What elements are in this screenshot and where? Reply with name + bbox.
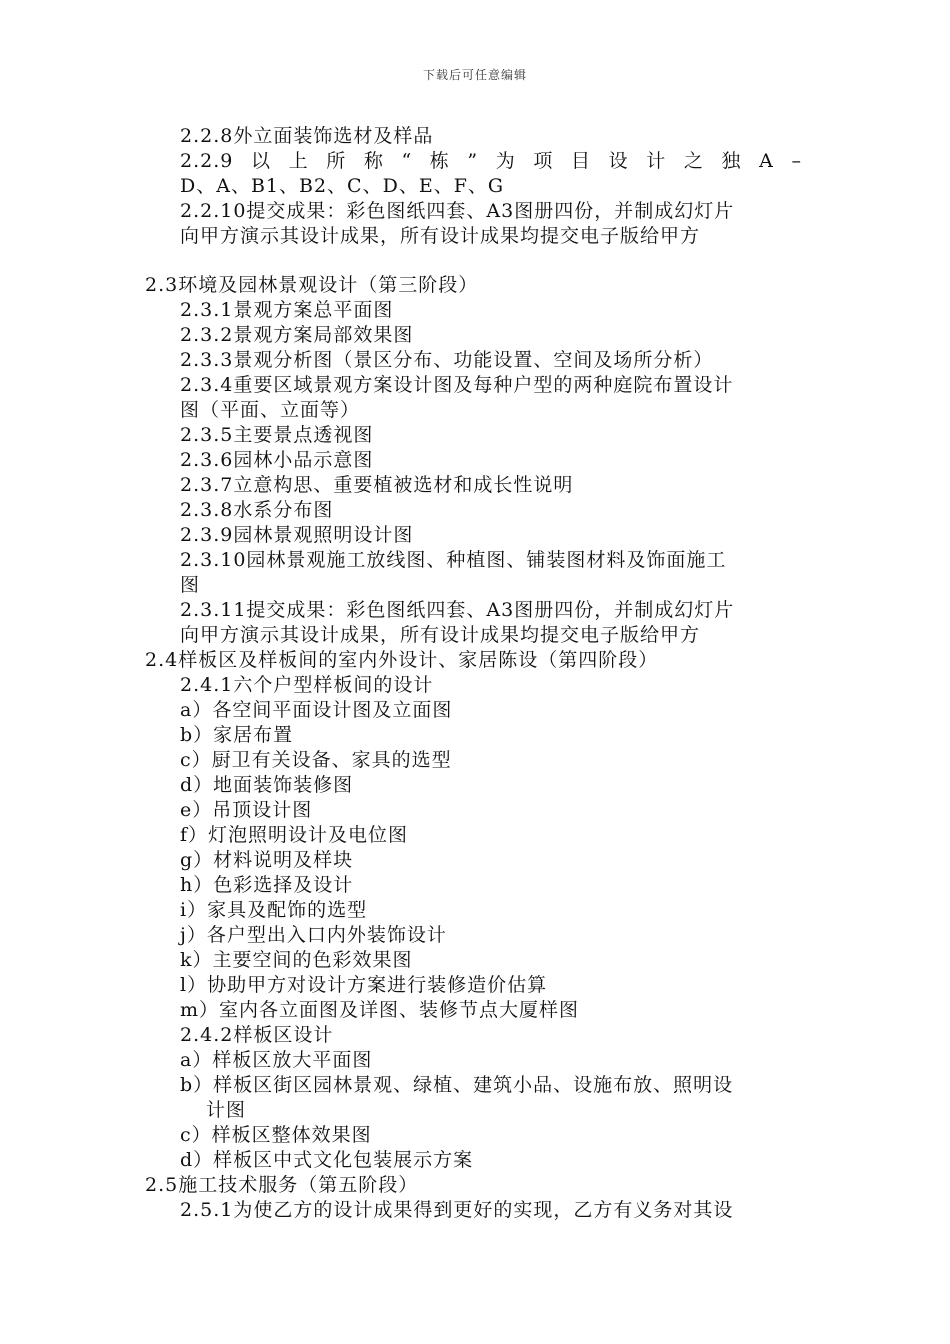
text-token: 独 (721, 150, 742, 172)
text-line: 2.3.6园林小品示意图 (180, 449, 374, 471)
text-token: 目 (571, 150, 592, 172)
text-line: 2.3.11提交成果：彩色图纸四套、A3图册四份，并制成幻灯片 (180, 599, 735, 621)
list-item: b）家居布置 (180, 724, 294, 746)
text-token: 称 (363, 150, 384, 172)
list-item: a）样板区放大平面图 (180, 1049, 373, 1071)
text-token: ” (467, 150, 479, 172)
text-token: – (791, 150, 802, 172)
text-line: 2.3.10园林景观施工放线图、种植图、铺装图材料及饰面施工 (180, 549, 727, 571)
text-line: 图（平面、立面等） (180, 399, 361, 421)
text-token: 为 (495, 150, 516, 172)
text-line: 向甲方演示其设计成果，所有设计成果均提交电子版给甲方 (180, 225, 701, 247)
text-token: 所 (326, 150, 347, 172)
list-item: i）家具及配饰的选型 (180, 899, 368, 921)
list-item: d）样板区中式文化包装展示方案 (180, 1149, 474, 1171)
text-line: 向甲方演示其设计成果，所有设计成果均提交电子版给甲方 (180, 624, 701, 646)
text-line: 2.2.10提交成果：彩色图纸四套、A3图册四份，并制成幻灯片 (180, 200, 735, 222)
text-token: 设 (608, 150, 629, 172)
list-item-continuation: 计图 (206, 1099, 247, 1121)
text-token: “ (401, 150, 413, 172)
text-token: 以 (250, 150, 271, 172)
text-line: 2.3.1景观方案总平面图 (180, 299, 394, 321)
section-heading: 2.4样板区及样板间的室内外设计、家居陈设（第四阶段） (145, 649, 659, 671)
list-item: c）样板区整体效果图 (180, 1124, 372, 1146)
text-line: 2.3.3景观分析图（景区分布、功能设置、空间及场所分析） (180, 349, 714, 371)
list-item: f）灯泡照明设计及电位图 (180, 824, 409, 846)
text-token: 上 (288, 150, 309, 172)
text-token: 项 (533, 150, 554, 172)
list-item: g）材料说明及样块 (180, 849, 354, 871)
text-line: 2.3.7立意构思、重要植被选材和成长性说明 (180, 474, 574, 496)
page-header: 下载后可任意编辑 (422, 68, 527, 82)
list-item: h）色彩选择及设计 (180, 874, 354, 896)
list-item: k）主要空间的色彩效果图 (180, 949, 413, 971)
list-item: e）吊顶设计图 (180, 799, 313, 821)
text-token: 栋 (429, 150, 450, 172)
list-item: a）各空间平面设计图及立面图 (180, 699, 453, 721)
section-heading: 2.3环境及园林景观设计（第三阶段） (145, 274, 479, 296)
list-item: d）地面装饰装修图 (180, 774, 354, 796)
list-item: m）室内各立面图及详图、装修节点大厦样图 (180, 999, 580, 1021)
text-line: 2.3.2景观方案局部效果图 (180, 324, 414, 346)
text-line: 2.3.4重要区域景观方案设计图及每种户型的两种庭院布置设计 (180, 374, 734, 396)
text-line: 2.4.2样板区设计 (180, 1024, 334, 1046)
list-item: b）样板区街区园林景观、绿植、建筑小品、设施布放、照明设 (180, 1074, 734, 1096)
list-item: c）厨卫有关设备、家具的选型 (180, 749, 452, 771)
list-item: j）各户型出入口内外装饰设计 (180, 924, 447, 946)
text-line-justified (180, 149, 802, 173)
text-line: 2.2.8外立面装饰选材及样品 (180, 125, 434, 147)
text-line: 2.3.9园林景观照明设计图 (180, 524, 414, 546)
text-line: D、A、B1、B2、C、D、E、F、G (180, 175, 505, 197)
text-line: 2.4.1六个户型样板间的设计 (180, 674, 434, 696)
text-line: 2.5.1为使乙方的设计成果得到更好的实现，乙方有义务对其设 (180, 1199, 734, 1221)
text-line: 2.3.8水系分布图 (180, 499, 334, 521)
text-token: 计 (646, 150, 667, 172)
text-token: A (759, 150, 774, 172)
text-line: 2.3.5主要景点透视图 (180, 424, 374, 446)
text-token: 之 (683, 150, 704, 172)
section-heading: 2.5施工技术服务（第五阶段） (145, 1174, 419, 1196)
text-token: 2.2.9 (180, 150, 234, 172)
text-line: 图 (180, 574, 201, 596)
list-item: l）协助甲方对设计方案进行装修造价估算 (180, 974, 548, 996)
